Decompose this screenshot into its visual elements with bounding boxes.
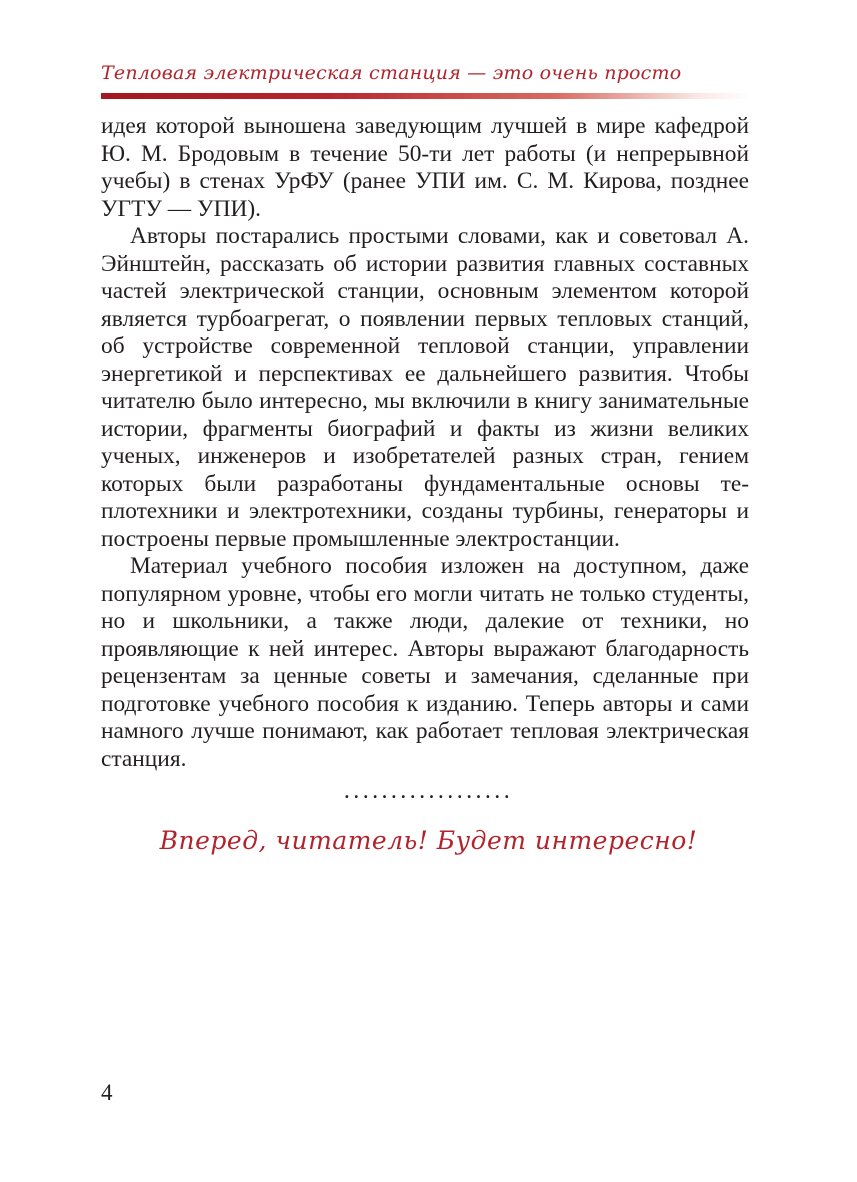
paragraph-material: Материал учебного пособия изложен на доступном, даже популярном уровне, чтобы его могли читать не только студенты, но и школьники, а также люди, далекие от техники, но проявляющие к ней интерес. Авторы выражают благодарность рецензентам за ценные советы и замечания, сделанные при подготовке учебного пособия к изданию. Теперь авторы и сами намного лучше понимают, как работает тепловая электрическая станция. (101, 553, 749, 772)
closing-line: Вперед, читатель! Будет интересно! (159, 826, 698, 855)
page-number: 4 (101, 1080, 113, 1105)
running-title: Тепловая электрическая станция — это очень просто (101, 62, 682, 84)
dotted-separator: .................. (343, 778, 514, 804)
paragraph-continuation: идея которой выношена заведующим лучшей в мире кафедрой Ю. М. Бродовым в течение 50-ти лет работы (и непрерывной учебы) в стенах УрФУ (ранее УПИ им. С. М. Кирова, позднее УГТУ — УПИ). (101, 113, 749, 222)
header-rule (101, 93, 750, 99)
paragraph-authors: Авторы постарались простыми словами, как и советовал А. Эйнштейн, рассказать об истории развития главных составных частей электрической станции, основным элементом которой является турбоагрегат, о появлении первых тепловых станций, об устройстве современной тепловой станции, управлении энергетикой и перспективах ее дальнейшего развития. Чтобы читателю было интересно, мы включили в книгу занимательные истории, фрагменты биографий и факты из жизни великих ученых, инженеров и изобретателей разных стран, гением которых были разработаны фундаментальные основы теплотехники и электротехники, созданы турбины, генераторы и построены первые промышленные электростанции. (101, 223, 749, 552)
body-text (101, 113, 749, 773)
